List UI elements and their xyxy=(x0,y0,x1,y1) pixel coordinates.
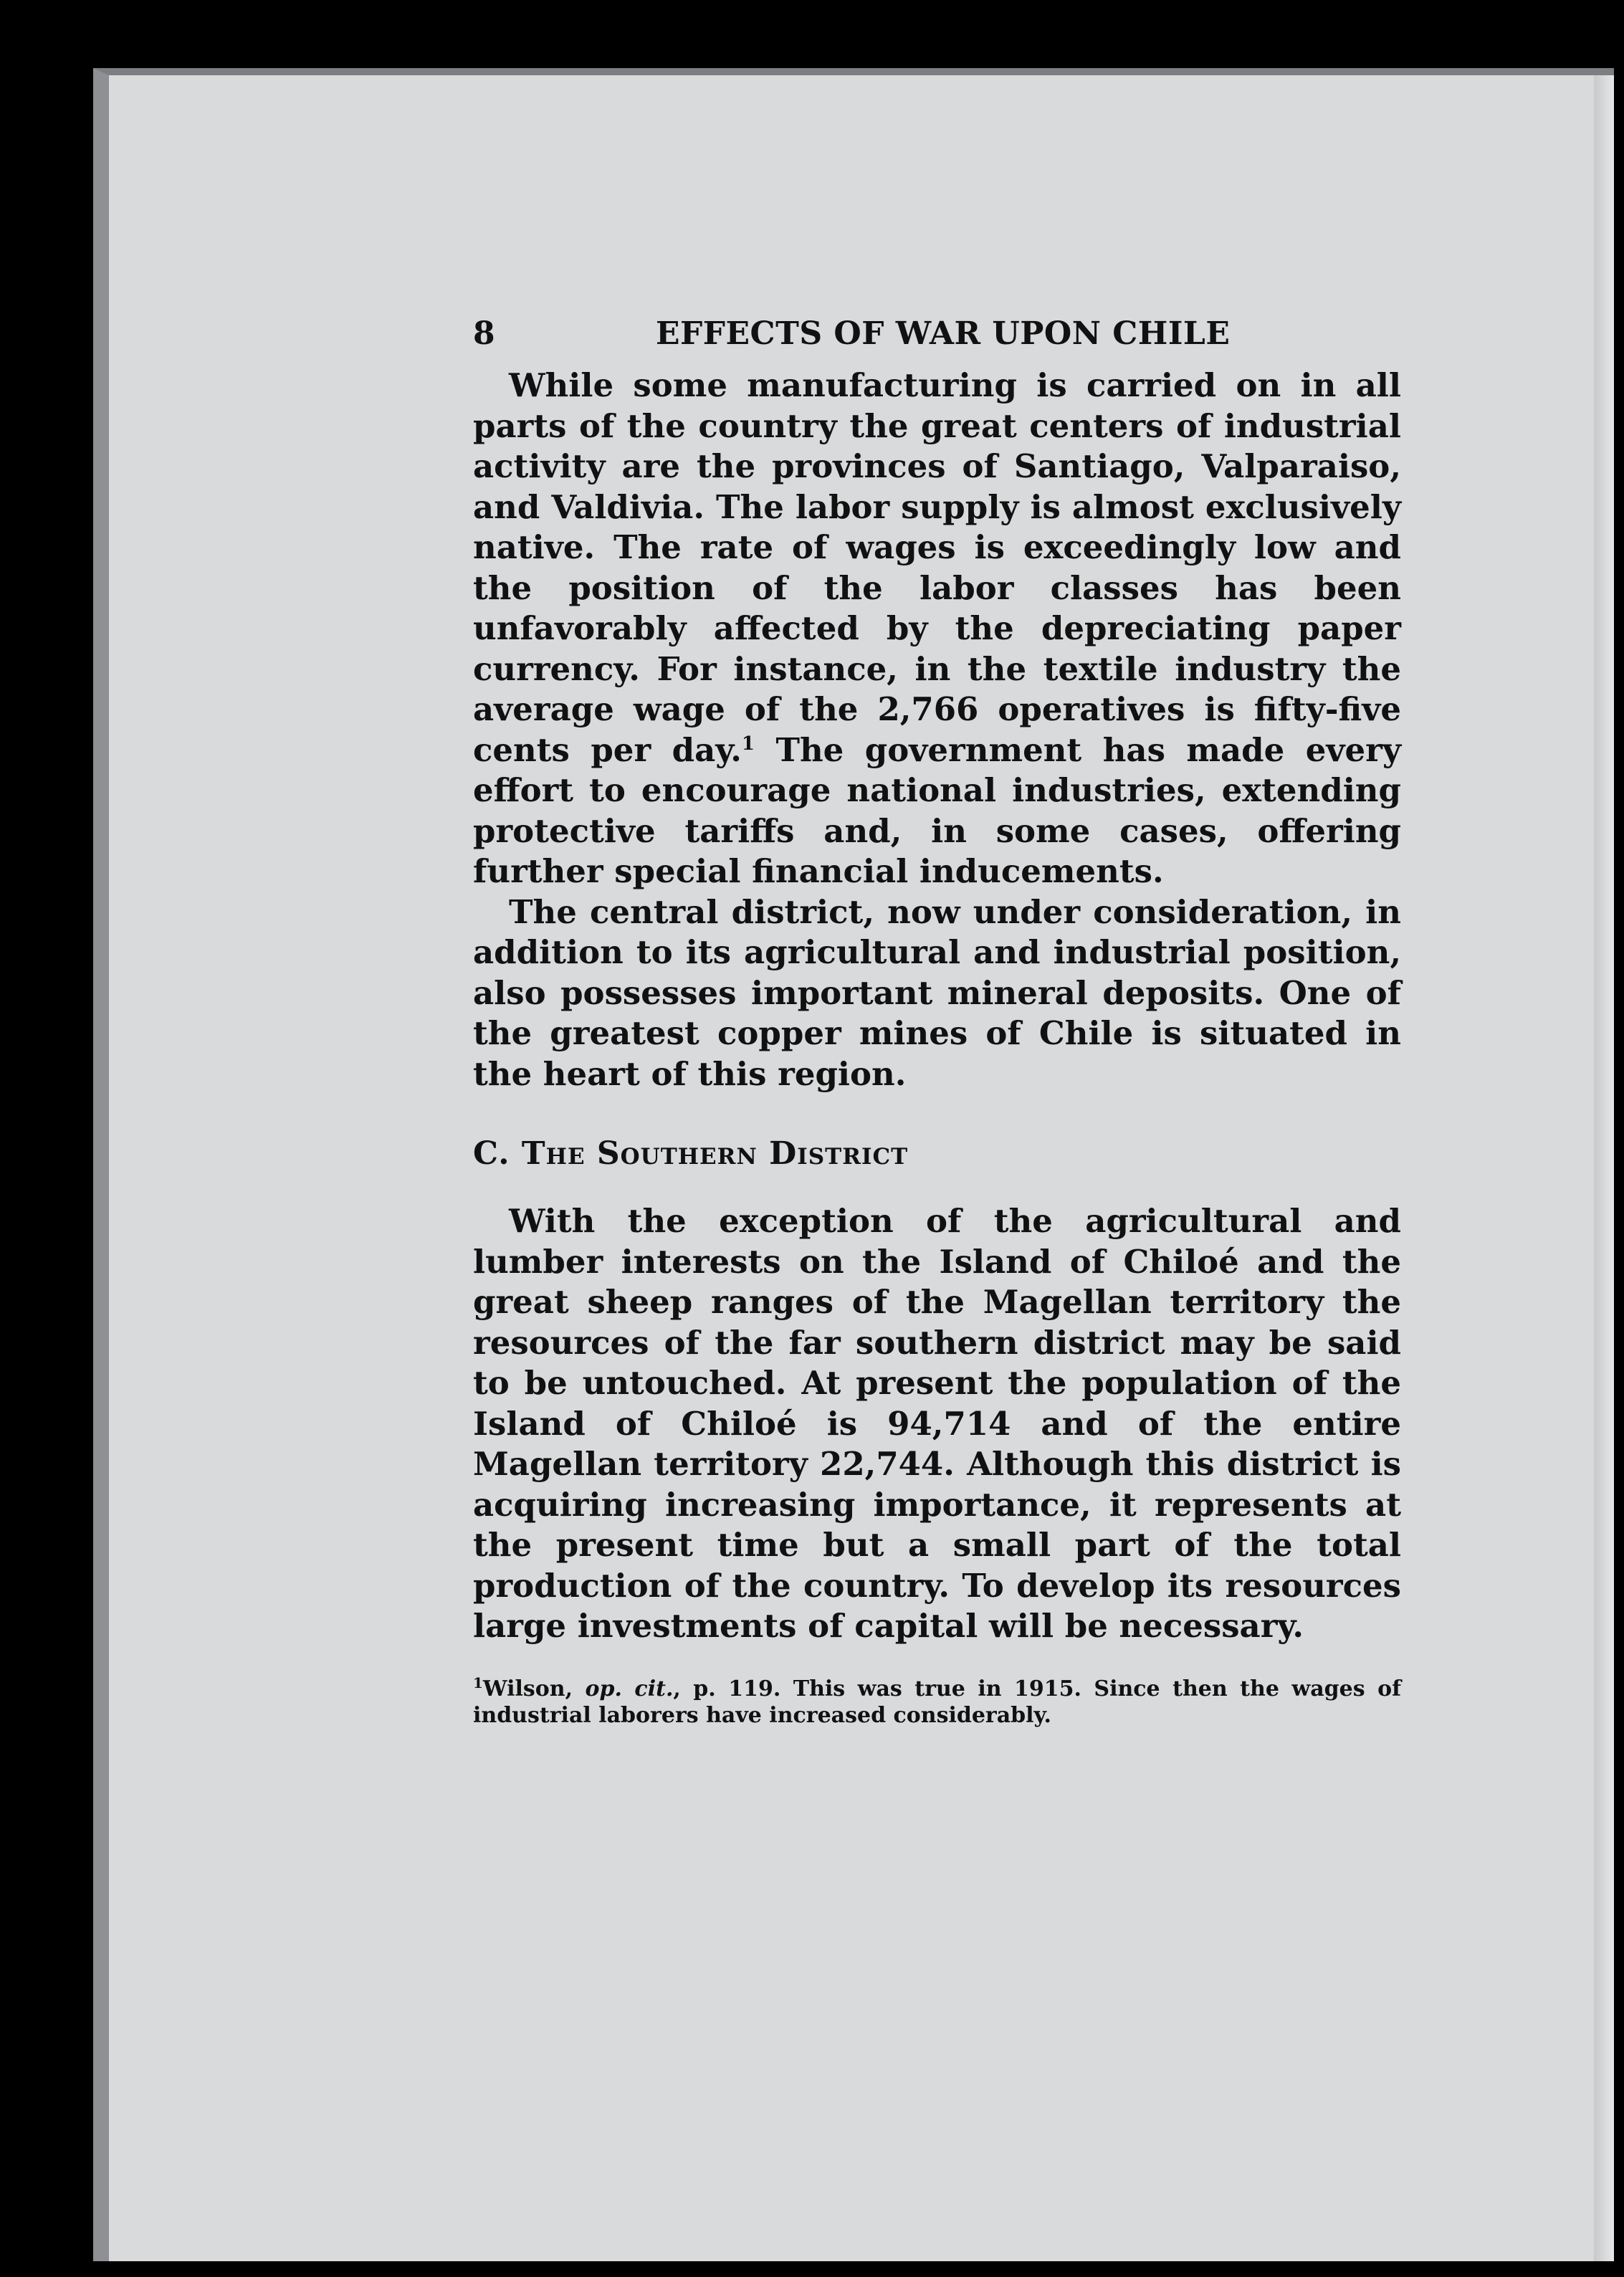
paragraph-southern-district: With the exception of the agricultural and lumber interests on the Island of Chiloé and the great sheep ranges of the Magellan territory the resources of the far southern district may be said to be untouched. At present the population of the Island of Chiloé is 94,714 and of the entire Magellan territory 22,744. Although this district is acquiring increasing importance, it represents at the present time but a small part of the total production of the country. To develop its resources large investments of capital will be necessary. xyxy=(473,1202,1401,1645)
text-block xyxy=(473,315,1401,1729)
footnote-author: Wilson, xyxy=(482,1676,586,1701)
footnote-citation: op. cit. xyxy=(585,1676,674,1701)
footnote-reference: 1 xyxy=(741,732,755,755)
paragraph-text: While some manufacturing is carried on in all parts of the country the great centers of industrial activity are the provinces of Santiago, Valparaiso, and Valdivia. The labor supply is almost exclusively native. The rate of wages is exceedingly low and the position of the labor classes has been unfavorably affected by the depreciating paper currency. For instance, in the textile industry the average wage of the 2,766 operatives is fifty-five cents per day. xyxy=(473,366,1401,769)
paragraph-manufacturing xyxy=(473,366,1401,892)
footnote xyxy=(473,1676,1401,1729)
paragraph-text: The government has made every effort to encourage national industries, extending protective tariffs and, in some cases, offering further special financial inducements. xyxy=(473,730,1401,890)
paragraph-central-district: The central district, now under consideration, in addition to its agricultural and industrial position, also possesses important mineral deposits. One of the greatest copper mines of Chile is situated in the heart of this region. xyxy=(473,892,1401,1093)
section-title: The Southern District xyxy=(521,1135,909,1172)
footnote-number: 1 xyxy=(473,1674,483,1691)
running-title: EFFECTS OF WAR UPON CHILE xyxy=(656,315,1231,352)
footnote-text: , p. 119. This was true in 1915. Since then the wages of industrial laborers have increased considerably. xyxy=(473,1676,1401,1728)
section-heading xyxy=(473,1134,1401,1174)
page-number: 8 xyxy=(473,315,496,352)
running-head xyxy=(473,315,1401,366)
section-letter: C. xyxy=(473,1135,510,1172)
